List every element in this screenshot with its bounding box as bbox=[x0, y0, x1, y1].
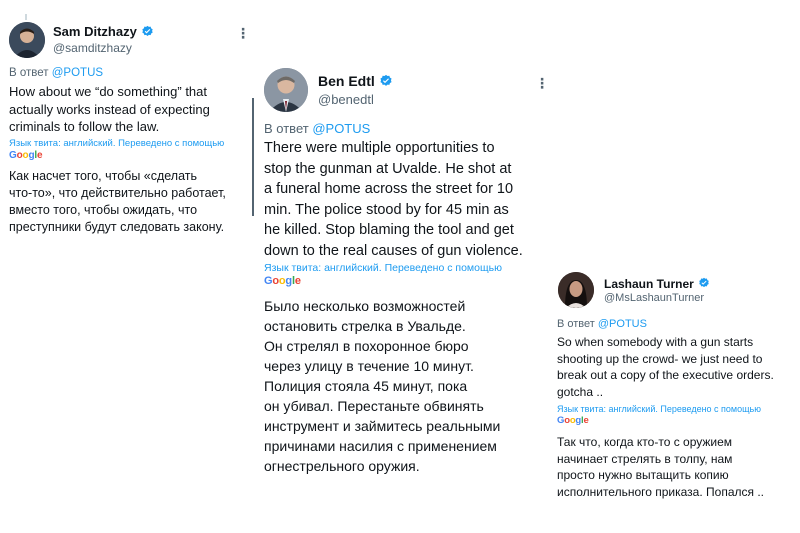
reply-context: В ответ @POTUS bbox=[557, 318, 647, 330]
avatar[interactable] bbox=[264, 68, 308, 112]
author-handle[interactable]: @MsLashaunTurner bbox=[604, 292, 705, 304]
translation-notice-link[interactable]: Язык твита: английский. Переведено с помощью bbox=[9, 138, 225, 149]
tweet-text: How about we “do something” that actually works instead of expecting criminals to follow the law. bbox=[9, 84, 210, 134]
tweet-text: So when somebody with a gun starts shooting up the crowd- we just need to break out a copy of the executive orders. gotcha .. bbox=[557, 335, 774, 399]
translated-text: Так что, когда кто-то с оружием начинает стрелять в толпу, нам просто нужно вытащить копию исполнительного приказа. Попался .. bbox=[557, 435, 764, 499]
translated-text: Как насчет того, чтобы «сделать что-то», что действительно работает, вместо того, чтобы ожидать, что преступники будут следовать закону. bbox=[9, 169, 226, 234]
thread-line bbox=[25, 14, 27, 20]
avatar[interactable] bbox=[9, 22, 45, 58]
tweet-card-1[interactable] bbox=[6, 14, 251, 244]
author-handle[interactable]: @benedtl bbox=[318, 92, 374, 107]
author-name[interactable]: Lashaun Turner bbox=[604, 277, 710, 292]
verified-badge-icon bbox=[698, 277, 710, 292]
reply-context: В ответ @POTUS bbox=[9, 67, 104, 79]
tweet-text: There were multiple opportunities to stop the gunman at Uvalde. He shot at a funeral home across the street for 10 min. The police stood by for 45 min as he killed. Stop blaming the tool and get down to the real causes of gun violence. bbox=[264, 140, 523, 259]
translation-notice-link[interactable]: Язык твита: английский. Переведено с помощью bbox=[557, 404, 761, 414]
translation-notice-link[interactable]: Язык твита: английский. Переведено с помощью bbox=[264, 262, 502, 274]
tweet-card-3[interactable] bbox=[552, 268, 798, 518]
reply-context: В ответ @POTUS bbox=[264, 121, 371, 136]
reply-mention-link[interactable]: @POTUS bbox=[597, 318, 647, 330]
google-logo: Google bbox=[264, 275, 301, 287]
translated-text: Было несколько возможностей остановить стрелка в Увальде. Он стрелял в похоронное бюро через улицу в течение 10 минут. Полиция стояла 45 минут, пока он убивал. Перестаньте обвинять инструмент и займитесь реальными причинами насилия с применением огнестрельного оружия. bbox=[264, 298, 501, 474]
more-options-icon[interactable]: ⋮ bbox=[236, 25, 250, 41]
thread-line bbox=[252, 98, 254, 216]
verified-badge-icon bbox=[379, 74, 393, 91]
more-options-icon[interactable]: ⋮ bbox=[535, 75, 549, 91]
avatar[interactable] bbox=[558, 272, 594, 308]
reply-mention-link[interactable]: @POTUS bbox=[51, 67, 104, 79]
author-name[interactable]: Sam Ditzhazy bbox=[53, 24, 154, 41]
verified-badge-icon bbox=[141, 25, 154, 41]
google-logo: Google bbox=[557, 415, 589, 426]
google-logo: Google bbox=[9, 150, 43, 161]
tweet-card-2[interactable] bbox=[258, 62, 548, 472]
author-name[interactable]: Ben Edtl bbox=[318, 73, 393, 91]
reply-mention-link[interactable]: @POTUS bbox=[312, 121, 371, 136]
author-handle[interactable]: @samditzhazy bbox=[53, 41, 132, 55]
